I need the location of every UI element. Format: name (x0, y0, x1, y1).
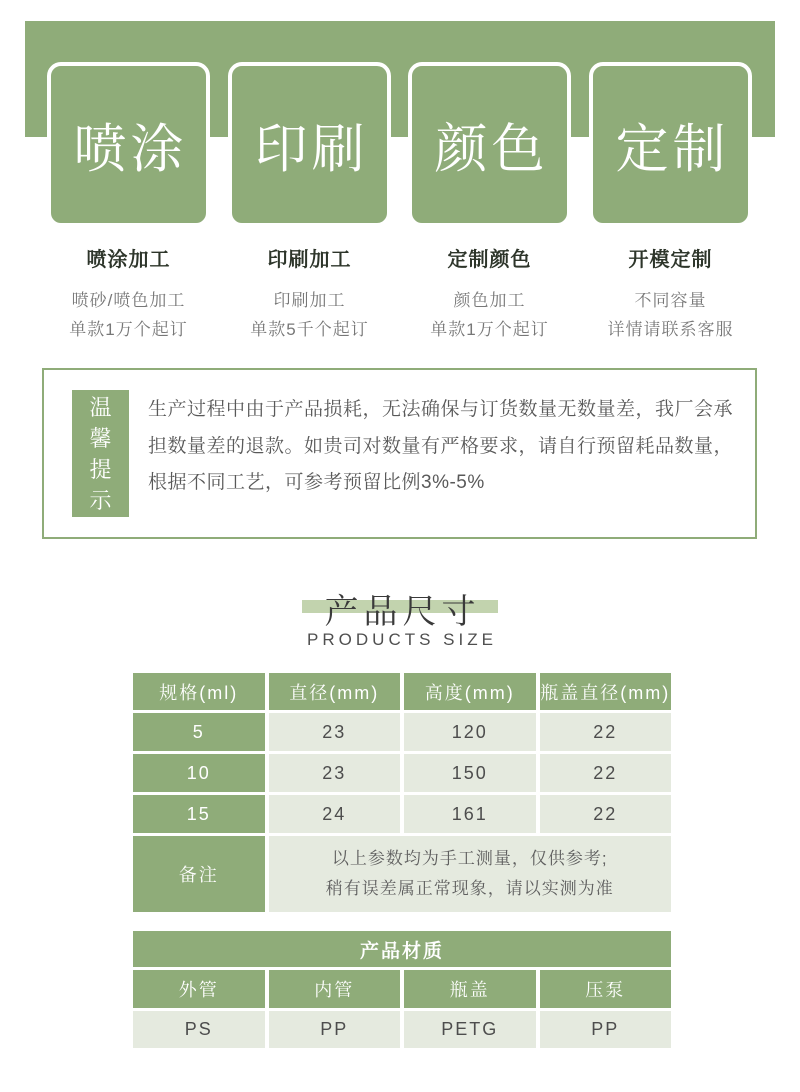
size-table-cell: 150 (404, 754, 536, 792)
feature-caption-color (388, 243, 591, 344)
size-table-cell: 10 (133, 754, 265, 792)
size-table-cell: 23 (269, 754, 401, 792)
feature-desc-line: 单款1万个起订 (430, 320, 549, 339)
size-table-cell: 15 (133, 795, 265, 833)
feature-caption-spray (27, 243, 230, 344)
feature-desc-line: 不同容量 (634, 291, 707, 310)
size-table (133, 673, 671, 912)
feature-caption-custom (569, 243, 772, 344)
material-table-header: 外管 (133, 970, 265, 1008)
feature-title: 开模定制 (628, 249, 713, 271)
material-table (133, 931, 671, 1048)
size-table-header: 高度(mm) (404, 673, 536, 710)
feature-caption-print (208, 243, 411, 344)
size-table-cell: 5 (133, 713, 265, 751)
notice-label-text: 温馨提示 (89, 394, 112, 513)
section-subtitle: PRODUCTS SIZE (307, 630, 497, 649)
size-table-header: 瓶盖直径(mm) (540, 673, 672, 710)
feature-desc-line: 印刷加工 (273, 291, 346, 310)
feature-tile-custom (589, 62, 752, 227)
feature-desc-line: 单款1万个起订 (69, 320, 188, 339)
material-table-header: 内管 (269, 970, 401, 1008)
notice-paragraph: 生产过程中由于产品损耗，无法确保与订货数量无数量差，我厂会承担数量差的退款。如贵司对数量有严格要求，请自行预留耗品数量，根据不同工艺，可参考预留比例3%-5% (148, 399, 734, 493)
size-table-cell: 22 (540, 754, 672, 792)
material-table-value: PP (269, 1011, 401, 1048)
feature-tile-color (408, 62, 571, 227)
notice-label (72, 390, 129, 517)
size-table-note-label: 备注 (133, 836, 265, 912)
material-table-header: 压泵 (540, 970, 672, 1008)
size-table-cell: 24 (269, 795, 401, 833)
material-table-value: PS (133, 1011, 265, 1048)
feature-title: 定制颜色 (447, 249, 532, 271)
notice-box (42, 368, 757, 539)
size-table-note (269, 836, 672, 912)
feature-tile-label: 颜色 (434, 119, 549, 179)
material-table-header: 瓶盖 (404, 970, 536, 1008)
section-title: 产品尺寸 (324, 593, 481, 631)
feature-desc-line: 颜色加工 (453, 291, 526, 310)
feature-desc-line: 喷砂/喷色加工 (71, 291, 186, 310)
feature-title: 喷涂加工 (86, 249, 171, 271)
size-table-cell: 161 (404, 795, 536, 833)
feature-tile-spray (47, 62, 210, 227)
size-table-cell: 22 (540, 795, 672, 833)
size-table-cell: 23 (269, 713, 401, 751)
feature-tile-print (228, 62, 391, 227)
feature-desc-line: 详情请联系客服 (607, 320, 734, 339)
feature-tile-label: 定制 (615, 119, 730, 179)
material-table-title: 产品材质 (133, 931, 671, 967)
feature-tile-label: 印刷 (254, 119, 369, 179)
feature-desc-line: 单款5千个起订 (250, 320, 369, 339)
size-table-cell: 120 (404, 713, 536, 751)
size-table-header: 规格(ml) (133, 673, 265, 710)
size-table-header: 直径(mm) (269, 673, 401, 710)
feature-title: 印刷加工 (267, 249, 352, 271)
material-table-value: PETG (404, 1011, 536, 1048)
material-table-value: PP (540, 1011, 672, 1048)
size-table-note-line: 以上参数均为手工测量，仅供参考; (331, 849, 608, 868)
size-table-cell: 22 (540, 713, 672, 751)
feature-tile-label: 喷涂 (73, 119, 188, 179)
size-table-note-line: 稍有误差属正常现象，请以实测为准 (325, 879, 614, 898)
